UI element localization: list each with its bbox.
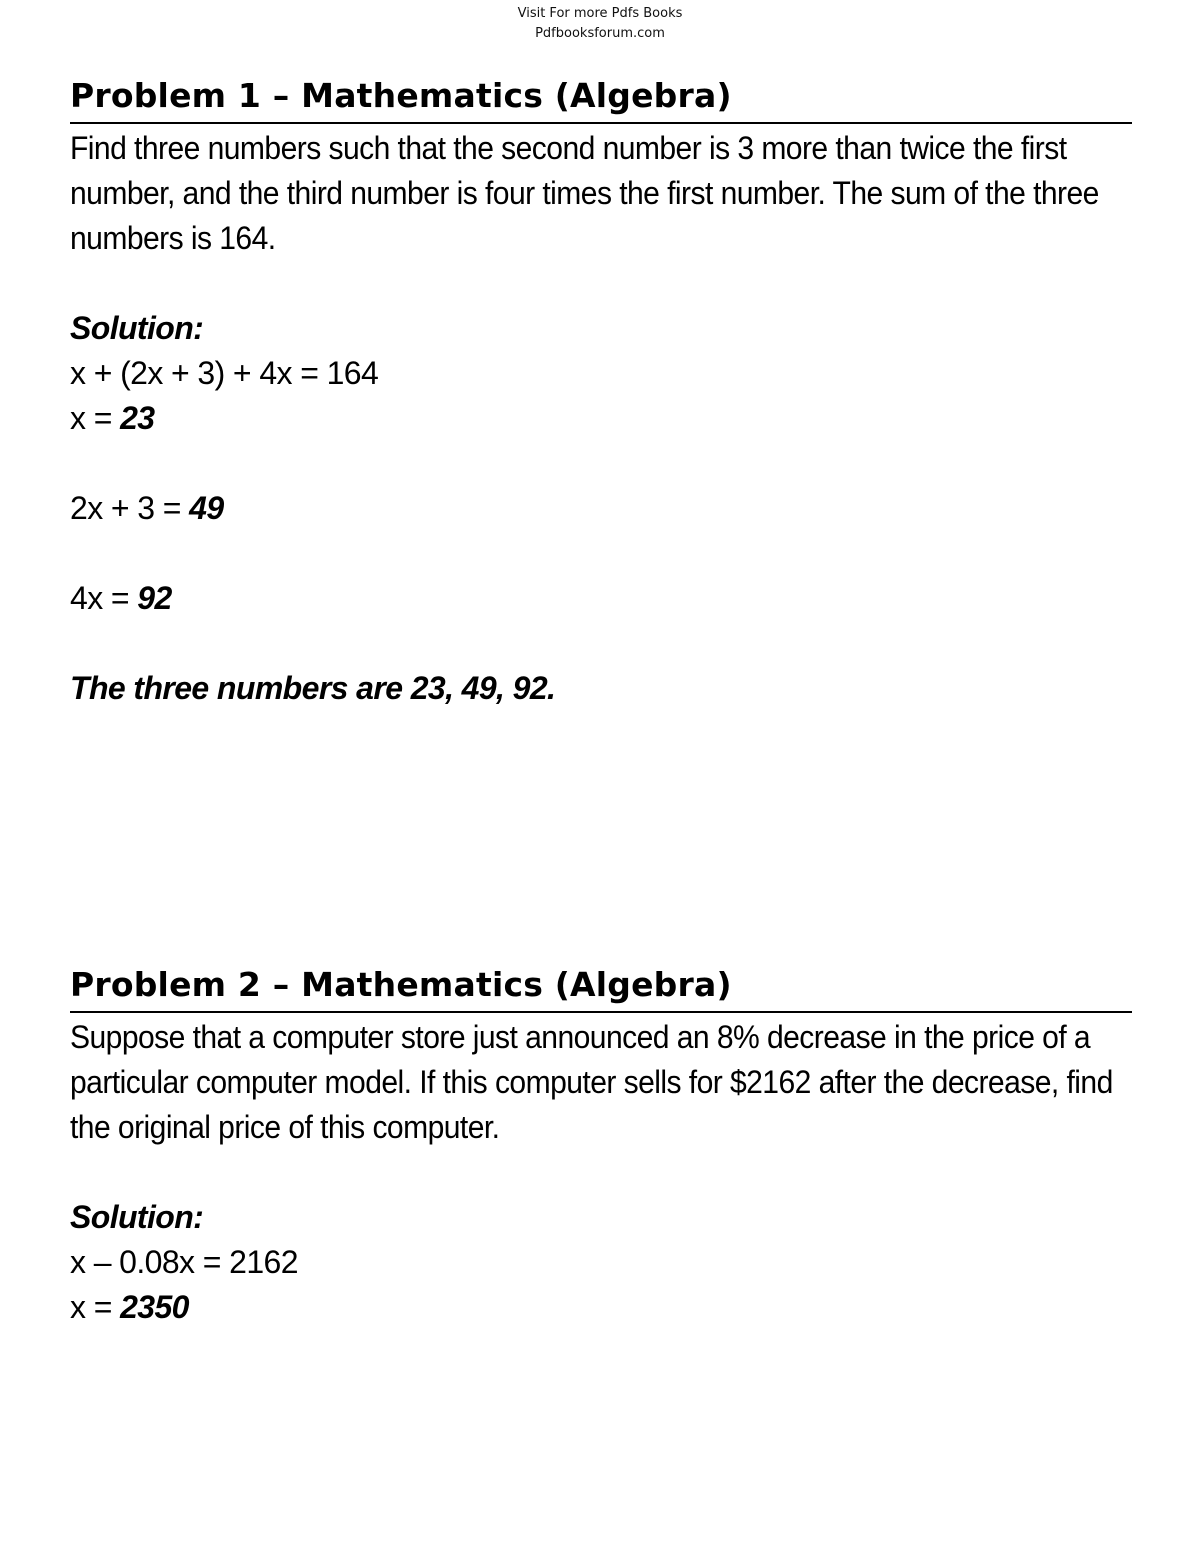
problem-1-solution-label: Solution: [70,310,204,346]
step-answer: 49 [189,490,224,526]
problem-1-step-4 [70,576,1132,621]
step-answer: 2350 [120,1289,189,1325]
problem-1-step-3 [70,486,1132,531]
problem-2-solution-label: Solution: [70,1199,204,1235]
header-note-line2: Pdfbooksforum.com [535,26,665,41]
problem-1-conclusion: The three numbers are 23, 49, 92. [70,670,556,706]
problem-1-step-1 [70,351,1132,396]
step-expression: x – 0.08x = 2162 [70,1244,298,1280]
header-note-line1: Visit For more Pdfs Books [517,6,683,21]
problem-1-step-2 [70,396,1132,441]
problem-2-title: Problem 2 – Mathematics (Algebra) [70,965,1132,1013]
problem-2-step-1 [70,1240,1132,1285]
step-expression: 4x = [70,580,138,616]
step-answer: 92 [137,580,172,616]
step-expression: x = [70,400,121,436]
problem-1-text: Find three numbers such that the second number is 3 more than twice the first number, and the third number is four times the first number. The sum of the three numbers is 164. [70,130,1099,256]
step-expression: x + (2x + 3) + 4x = 164 [70,355,379,391]
step-expression: x = [70,1289,121,1325]
problem-2-step-2 [70,1285,1132,1330]
problem-2-text: Suppose that a computer store just announced an 8% decrease in the price of a particular computer model. If this computer sells for $2162 after the decrease, find the original price of this computer. [70,1019,1113,1145]
problem-1-title: Problem 1 – Mathematics (Algebra) [70,76,1132,124]
problem-2-section [70,965,1132,1330]
problem-1-section [70,76,1132,711]
step-answer: 23 [120,400,155,436]
step-expression: 2x + 3 = [70,490,190,526]
